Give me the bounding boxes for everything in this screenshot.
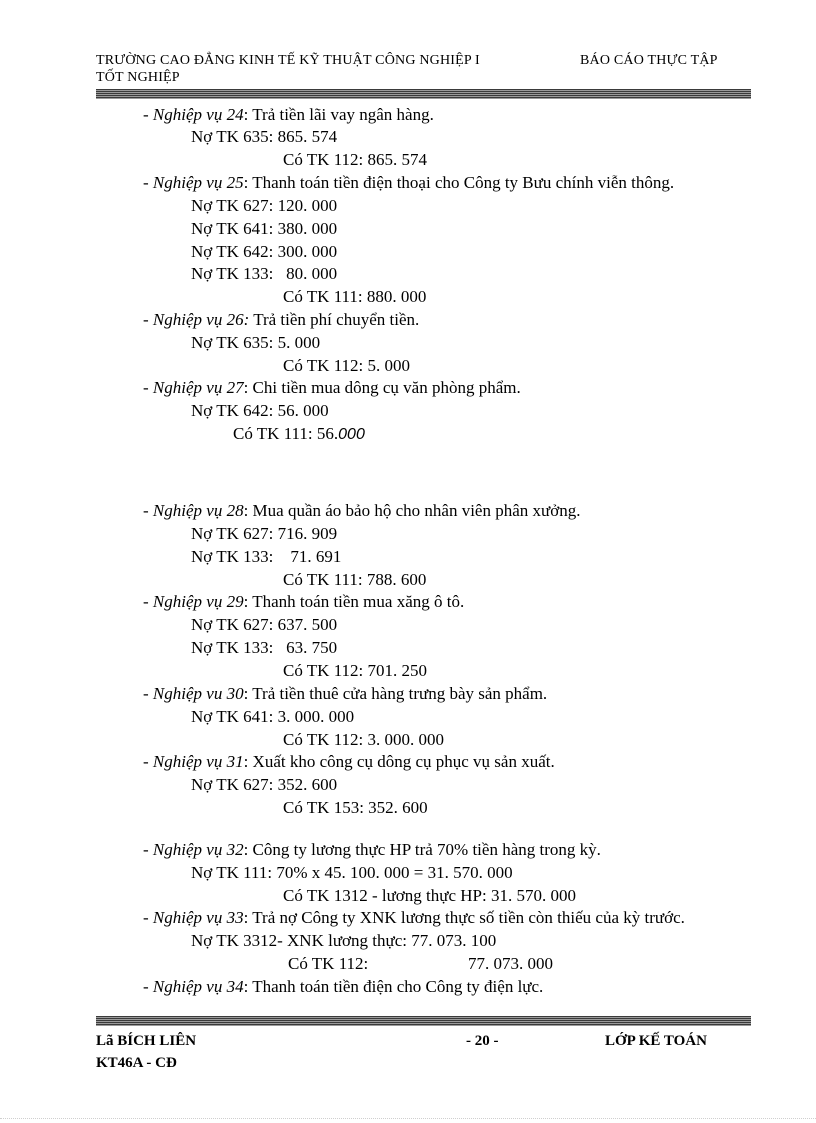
debit-line: Nợ TK 133: 71. 691 — [191, 547, 342, 566]
entry-label: Nghiệp vụ 29 — [152, 592, 244, 611]
debit-line: Nợ TK 642: 300. 000 — [191, 242, 338, 261]
debit-line: Nợ TK 627: 716. 909 — [191, 524, 338, 543]
entry-24-title: - Nghiệp vụ 24: Trả tiền lãi vay ngân hàng. — [143, 105, 434, 124]
header-school-line1: TRƯỜNG CAO ĐẲNG KINH TẾ KỸ THUẬT CÔNG NGHIỆP I — [96, 53, 480, 68]
entry-31-title: - Nghiệp vụ 31: Xuất kho công cụ dông cụ phục vụ sản xuất. — [143, 752, 555, 771]
header-report-title: BÁO CÁO THỰC TẬP — [580, 53, 718, 68]
footer-department: LỚP KẾ TOÁN — [605, 1033, 707, 1049]
entry-label: Nghiệp vụ 33 — [152, 908, 244, 927]
header-rule — [96, 89, 751, 99]
credit-line: Có TK 112: 865. 574 — [283, 150, 428, 169]
entry-33-title: - Nghiệp vụ 33: Trả nợ Công ty XNK lương thực số tiền còn thiếu của kỳ trước. — [143, 908, 685, 927]
credit-line: Có TK 111: 880. 000 — [283, 287, 427, 306]
entry-label: Nghiệp vụ 26: — [152, 310, 250, 329]
debit-line: Nợ TK 111: 70% x 45. 100. 000 = 31. 570. 000 — [191, 863, 513, 882]
entry-label: Nghiệp vu 30 — [152, 684, 244, 703]
page-edge-divider — [0, 1118, 816, 1119]
header-school — [96, 52, 480, 86]
entry-28-title: - Nghiệp vụ 28: Mua quần áo bảo hộ cho nhân viên phân xưởng. — [143, 501, 581, 520]
entry-30-title: - Nghiệp vu 30: Trả tiền thuê cửa hàng trưng bày sản phẩm. — [143, 684, 548, 703]
debit-line: Nợ TK 635: 5. 000 — [191, 333, 321, 352]
entry-25-title: - Nghiệp vụ 25: Thanh toán tiền điện thoại cho Công ty Bưu chính viễn thông. — [143, 173, 675, 192]
entry-label: Nghiệp vụ 27 — [152, 378, 244, 397]
entry-32-title: - Nghiệp vụ 32: Công ty lương thực HP trả 70% tiền hàng trong kỳ. — [143, 840, 601, 859]
debit-line: Nợ TK 635: 865. 574 — [191, 127, 338, 146]
entry-29-title: - Nghiệp vụ 29: Thanh toán tiền mua xăng ô tô. — [143, 592, 465, 611]
footer-author: Lã BÍCH LIÊN — [96, 1033, 197, 1049]
entry-label: Nghiệp vụ 32 — [152, 840, 244, 859]
page-number: - 20 - — [466, 1033, 499, 1049]
debit-line: Nợ TK 641: 3. 000. 000 — [191, 707, 355, 726]
footer-class-code: KT46A - CĐ — [96, 1055, 177, 1071]
entry-label: Nghiệp vụ 28 — [152, 501, 244, 520]
debit-line: Nợ TK 642: 56. 000 — [191, 401, 329, 420]
entry-label: Nghiệp vụ 31 — [152, 752, 244, 771]
entry-label: Nghiệp vụ 24 — [152, 105, 244, 124]
debit-line: Nợ TK 133: 63. 750 — [191, 638, 338, 657]
debit-line: Nợ TK 627: 637. 500 — [191, 615, 338, 634]
entry-label: Nghiệp vụ 34 — [152, 977, 244, 996]
credit-line: Có TK 111: 56.000 — [233, 424, 365, 443]
debit-line: Nợ TK 641: 380. 000 — [191, 219, 338, 238]
debit-line: Nợ TK 3312- XNK lương thực: 77. 073. 100 — [191, 931, 497, 950]
debit-line: Nợ TK 627: 352. 600 — [191, 775, 338, 794]
credit-line: Có TK 1312 - lương thực HP: 31. 570. 000 — [283, 886, 576, 905]
header-school-line2: TỐT NGHIỆP — [96, 70, 180, 85]
credit-line-account: Có TK 112: — [288, 954, 369, 973]
credit-line: Có TK 153: 352. 600 — [283, 798, 428, 817]
debit-line: Nợ TK 133: 80. 000 — [191, 264, 338, 283]
entry-label: Nghiệp vụ 25 — [152, 173, 244, 192]
credit-line-amount: 77. 073. 000 — [468, 954, 553, 973]
credit-line: Có TK 111: 788. 600 — [283, 570, 427, 589]
credit-line: Có TK 112: 5. 000 — [283, 356, 411, 375]
credit-line: Có TK 112: 701. 250 — [283, 661, 428, 680]
entry-34-title: - Nghiệp vụ 34: Thanh toán tiền điện cho Công ty điện lực. — [143, 977, 544, 996]
entry-26-title: - Nghiệp vụ 26: Trả tiền phí chuyển tiền. — [143, 310, 420, 329]
footer-rule — [96, 1016, 751, 1026]
debit-line: Nợ TK 627: 120. 000 — [191, 196, 338, 215]
credit-line: Có TK 112: 3. 000. 000 — [283, 730, 445, 749]
entry-27-title: - Nghiệp vụ 27: Chi tiền mua dông cụ văn phòng phẩm. — [143, 378, 521, 397]
